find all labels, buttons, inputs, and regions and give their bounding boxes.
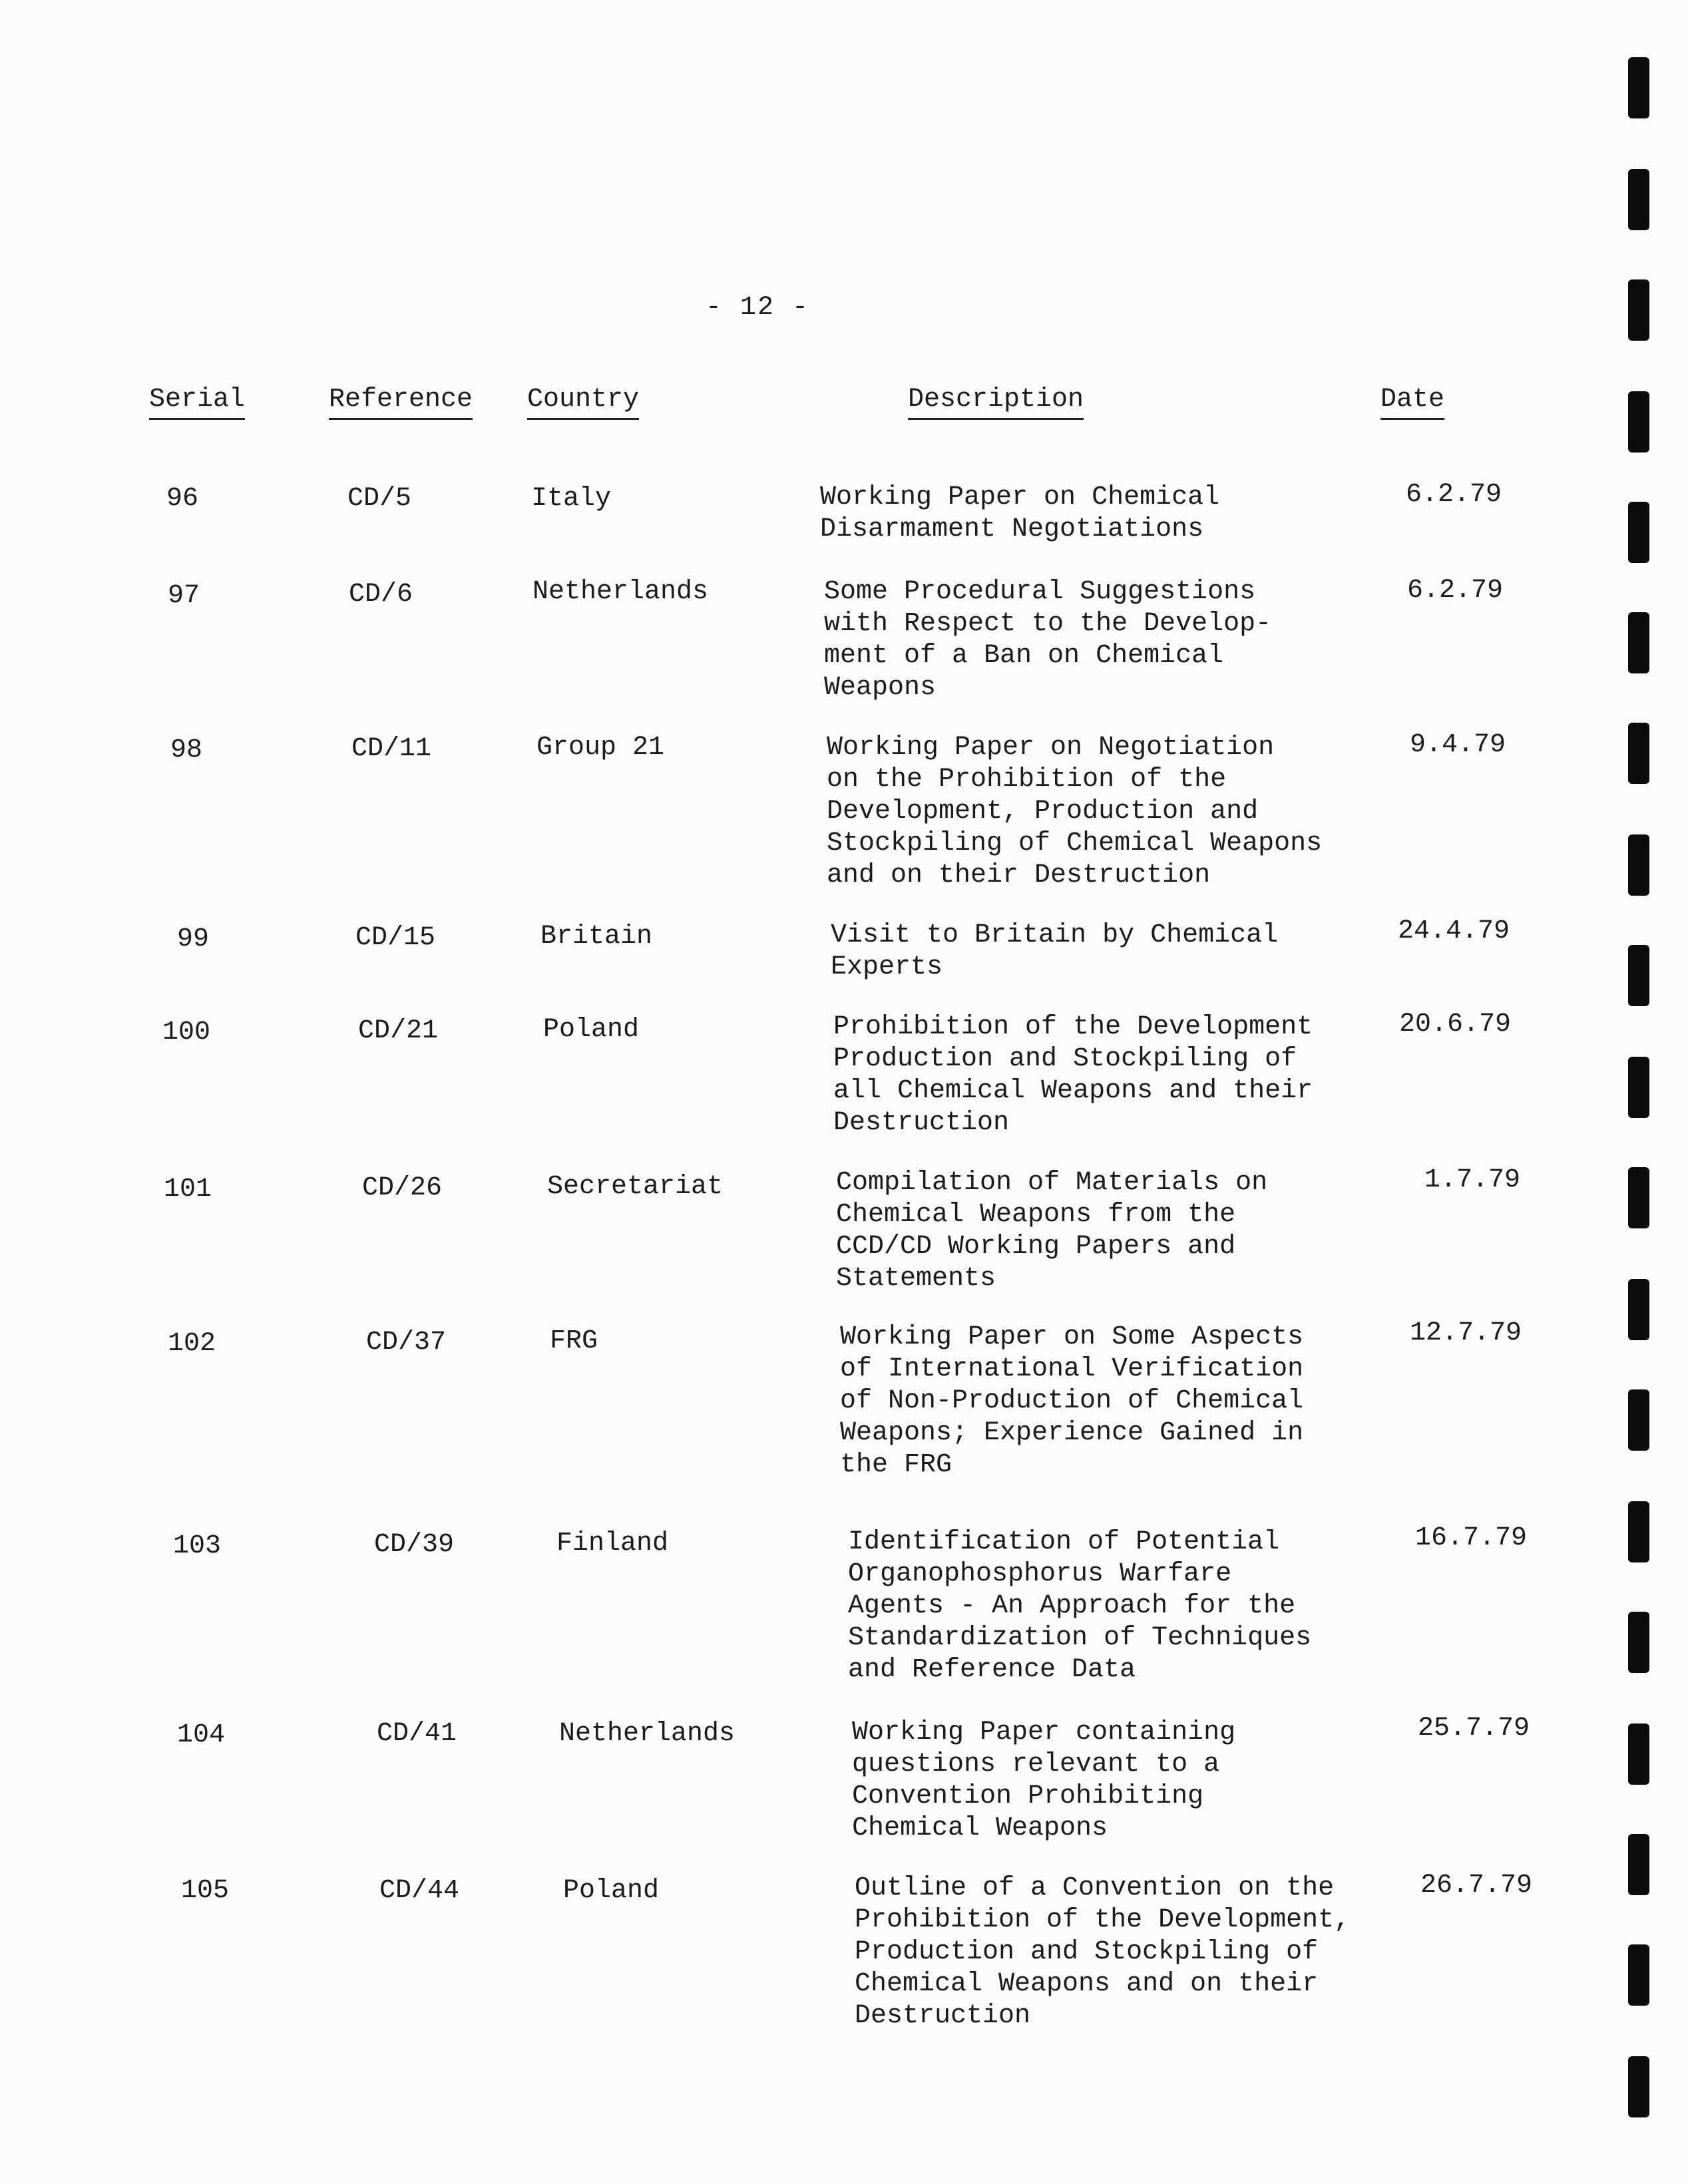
- row-reference: CD/11: [351, 734, 432, 764]
- punch-mark: [1628, 723, 1649, 784]
- punch-mark: [1628, 1057, 1649, 1118]
- row-reference: CD/5: [347, 484, 412, 514]
- row-country: Netherlands: [559, 1719, 736, 1749]
- punch-mark: [1628, 391, 1649, 453]
- row-date: 20.6.79: [1399, 1009, 1512, 1039]
- row-serial: 100: [162, 1017, 211, 1047]
- punch-mark: [1628, 502, 1649, 563]
- row-date: 1.7.79: [1424, 1165, 1521, 1195]
- row-serial: 97: [168, 581, 200, 611]
- row-serial: 96: [166, 484, 199, 514]
- row-description: Working Paper on Negotiation on the Prohibition of the Development, Production and Stockpiling of Chemical Weapons and on their Destruction: [827, 733, 1323, 890]
- row-description: Compilation of Materials on Chemical Weapons from the CCD/CD Working Papers and Statements: [836, 1168, 1268, 1294]
- row-date: 16.7.79: [1415, 1523, 1528, 1553]
- page-number: - 12 -: [706, 293, 810, 323]
- punch-mark: [1628, 279, 1649, 341]
- row-date: 25.7.79: [1418, 1714, 1530, 1743]
- row-reference: CD/21: [358, 1016, 439, 1046]
- header-date: Date: [1380, 385, 1444, 420]
- row-reference: CD/15: [355, 923, 436, 953]
- row-serial: 105: [181, 1876, 230, 1906]
- row-country: Netherlands: [532, 577, 709, 607]
- row-country: Poland: [543, 1015, 640, 1045]
- row-description: Some Procedural Suggestions with Respect to the Develop- ment of a Ban on Chemical Weapons: [824, 577, 1272, 703]
- row-serial: 99: [177, 924, 210, 954]
- row-serial: 101: [164, 1175, 212, 1204]
- row-description: Visit to Britain by Chemical Experts: [831, 920, 1279, 982]
- row-serial: 104: [177, 1720, 226, 1750]
- row-country: Group 21: [536, 733, 665, 763]
- row-serial: 103: [173, 1531, 222, 1561]
- row-reference: CD/26: [362, 1173, 443, 1203]
- row-description: Working Paper on Chemical Disarmament Negotiations: [820, 482, 1220, 544]
- row-country: Finland: [556, 1529, 669, 1558]
- punch-mark: [1628, 1279, 1649, 1340]
- punch-mark: [1628, 945, 1649, 1006]
- punch-mark: [1628, 2056, 1649, 2117]
- row-description: Outline of a Convention on the Prohibition of the Development, Production and Stockpiling of Chemical Weapons and on their Destruction: [855, 1873, 1351, 2031]
- row-reference: CD/37: [366, 1328, 447, 1358]
- row-country: Italy: [531, 484, 612, 514]
- row-serial: 102: [168, 1329, 216, 1359]
- punch-mark: [1628, 57, 1649, 118]
- header-reference: Reference: [329, 385, 473, 420]
- row-date: 12.7.79: [1410, 1318, 1522, 1348]
- row-country: Britain: [540, 922, 653, 952]
- row-reference: CD/39: [374, 1530, 455, 1560]
- row-reference: CD/44: [379, 1876, 460, 1906]
- row-description: Prohibition of the Development Production and Stockpiling of all Chemical Weapons and their Destruction: [833, 1012, 1313, 1138]
- punch-mark: [1628, 1612, 1649, 1673]
- punch-mark: [1628, 1724, 1649, 1785]
- row-description: Working Paper on Some Aspects of International Verification of Non-Production of Chemical Weapons; Experience Gained in the FRG: [840, 1322, 1304, 1480]
- punch-mark: [1628, 834, 1649, 896]
- punch-mark: [1628, 1834, 1649, 1895]
- row-serial: 98: [170, 735, 203, 765]
- row-description: Identification of Potential Organophosphorus Warfare Agents - An Approach for the Standardization of Techniques and Reference Data: [848, 1527, 1312, 1685]
- punch-mark: [1628, 1389, 1649, 1451]
- row-country: Secretariat: [547, 1172, 724, 1202]
- row-date: 6.2.79: [1406, 480, 1502, 510]
- row-date: 24.4.79: [1398, 916, 1510, 946]
- punch-mark: [1628, 1944, 1649, 2006]
- row-reference: CD/41: [377, 1719, 457, 1749]
- row-reference: CD/6: [349, 580, 413, 610]
- punch-mark: [1628, 1167, 1649, 1228]
- row-country: Poland: [563, 1876, 660, 1906]
- header-description: Description: [908, 385, 1084, 420]
- header-serial: Serial: [149, 385, 245, 420]
- row-country: FRG: [550, 1326, 598, 1356]
- row-date: 6.2.79: [1407, 576, 1504, 606]
- punch-mark: [1628, 169, 1649, 230]
- punch-mark: [1628, 612, 1649, 673]
- row-description: Working Paper containing questions relevant to a Convention Prohibiting Chemical Weapons: [852, 1718, 1236, 1843]
- header-country: Country: [527, 385, 639, 420]
- row-date: 9.4.79: [1410, 730, 1506, 760]
- punch-mark: [1628, 1501, 1649, 1562]
- row-date: 26.7.79: [1420, 1871, 1533, 1901]
